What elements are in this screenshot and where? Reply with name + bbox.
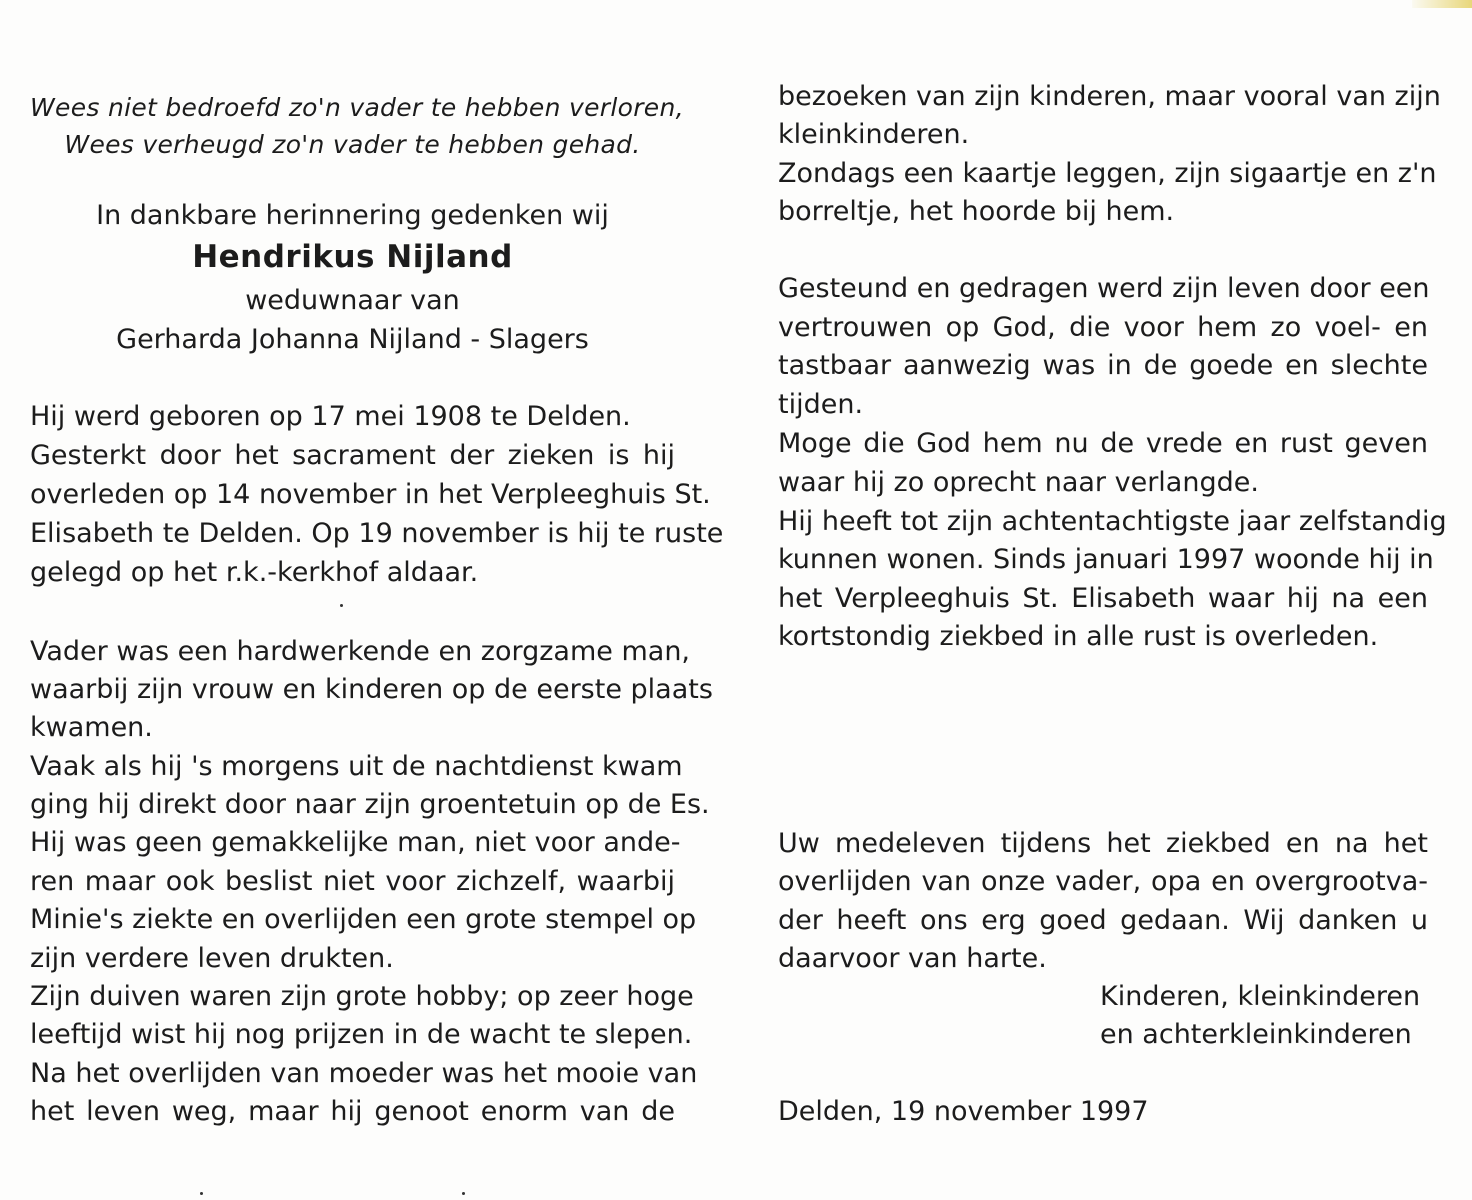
life-line: Zijn duiven waren zijn grote hobby; op zeer hoge xyxy=(30,981,694,1012)
faith-line: Hij heeft tot zijn achtentachtigste jaar zelfstandig xyxy=(778,506,1447,537)
place-date: Delden, 19 november 1997 xyxy=(778,1096,1149,1127)
thanks-line: daarvoor van harte. xyxy=(778,943,1047,974)
life-line: waarbij zijn vrouw en kinderen op de eerste plaats xyxy=(30,674,713,705)
thanks-line: overlijden van onze vader, opa en overgrootva- xyxy=(778,866,1428,897)
life-line: het leven weg, maar hij genoot enorm van de xyxy=(30,1096,675,1127)
life-line: zijn verdere leven drukten. xyxy=(30,943,394,974)
faith-line: vertrouwen op God, die voor hem zo voel- en xyxy=(778,312,1428,343)
faith-line: kunnen wonen. Sinds januari 1997 woonde hij in xyxy=(778,544,1434,575)
faith-line: tijden. xyxy=(778,389,864,420)
birth-line: Gesterkt door het sacrament der zieken is hij xyxy=(30,440,675,471)
life-line: Vader was een hardwerkende en zorgzame man, xyxy=(30,636,691,667)
thanks-line: der heeft ons erg goed gedaan. Wij danken u xyxy=(778,905,1428,936)
faith-line: Gesteund en gedragen werd zijn leven door een xyxy=(778,273,1430,304)
widower-of: weduwnaar van xyxy=(245,285,460,316)
faith-line: tastbaar aanwezig was in de goede en slechte xyxy=(778,350,1428,381)
visits-line: Zondags een kaartje leggen, zijn sigaartje en z'n xyxy=(778,158,1437,189)
motto-line-1: Wees niet bedroefd zo'n vader te hebben verloren, xyxy=(30,93,684,122)
deceased-name: Hendrikus Nijland xyxy=(192,239,513,275)
life-line: kwamen. xyxy=(30,712,153,743)
speck xyxy=(200,1192,203,1195)
birth-line: Elisabeth te Delden. Op 19 november is hij te ruste xyxy=(30,518,724,549)
life-line: Minie's ziekte en overlijden een grote stempel op xyxy=(30,904,697,935)
motto-line-2: Wees verheugd zo'n vader te hebben gehad. xyxy=(64,130,641,159)
signature-line: Kinderen, kleinkinderen xyxy=(1100,981,1421,1012)
faith-line: het Verpleeghuis St. Elisabeth waar hij na een xyxy=(778,583,1428,614)
corner-scan-edge xyxy=(1412,0,1472,8)
faith-line: Moge die God hem nu de vrede en rust geven xyxy=(778,428,1428,459)
life-line: ren maar ook beslist niet voor zichzelf, waarbij xyxy=(30,866,675,897)
faith-line: waar hij zo oprecht naar verlangde. xyxy=(778,467,1259,498)
life-line: Hij was geen gemakkelijke man, niet voor ande- xyxy=(30,827,681,858)
birth-line: gelegd op het r.k.-kerkhof aldaar. xyxy=(30,557,479,588)
visits-line: borreltje, het hoorde bij hem. xyxy=(778,196,1175,227)
life-line: Vaak als hij 's morgens uit de nachtdienst kwam xyxy=(30,751,683,782)
speck xyxy=(340,604,343,607)
birth-line: Hij werd geboren op 17 mei 1908 te Delden. xyxy=(30,401,631,432)
birth-line: overleden op 14 november in het Verpleeghuis St. xyxy=(30,479,711,510)
life-line: leeftijd wist hij nog prijzen in de wacht te slepen. xyxy=(30,1019,693,1050)
thanks-line: Uw medeleven tijdens het ziekbed en na het xyxy=(778,828,1428,859)
visits-line: bezoeken van zijn kinderen, maar vooral van zijn xyxy=(778,81,1441,112)
spouse-name: Gerharda Johanna Nijland - Slagers xyxy=(116,324,589,355)
faith-line: kortstondig ziekbed in alle rust is overleden. xyxy=(778,621,1379,652)
visits-line: kleinkinderen. xyxy=(778,119,970,150)
intro-text: In dankbare herinnering gedenken wij xyxy=(96,200,609,231)
life-line: ging hij direkt door naar zijn groentetuin op de Es. xyxy=(30,789,710,820)
life-line: Na het overlijden van moeder was het mooie van xyxy=(30,1058,698,1089)
speck xyxy=(462,1192,465,1195)
signature-line: en achterkleinkinderen xyxy=(1100,1019,1412,1050)
